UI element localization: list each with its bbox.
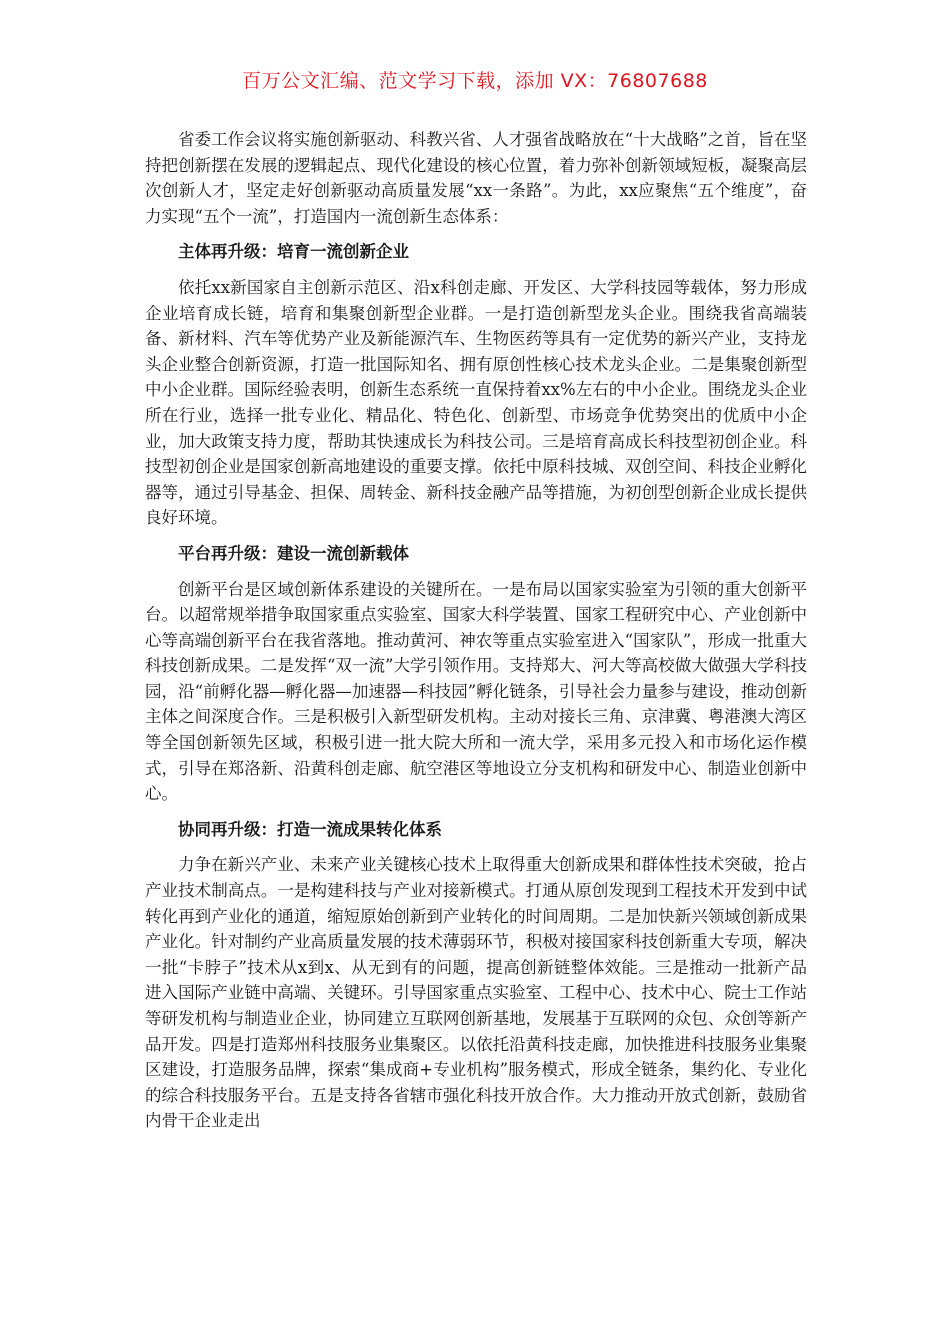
section-heading-subject: 主体再升级：培育一流创新企业 [178, 242, 409, 262]
watermark-banner: 百万公文汇编、范文学习下载，添加 VX：76807688 [242, 70, 708, 92]
section-paragraph-platform: 创新平台是区域创新体系建设的关键所在。一是布局以国家实验室为引领的重大创新平台。以超常规举措争取国家重点实验室、国家大科学装置、国家工程研究中心、产业创新中心等高端创新平台在我省落地。推动黄河、神农等重点实验室进入“国家队”，形成一批重大科技创新成果。二是发挥“双一流”大学引领作用。支持郑大、河大等高校做大做强大学科技园，沿“前孵化器—孵化器—加速器—科技园”孵化链条，引导社会力量参与建设，推动创新主体之间深度合作。三是积极引入新型研发机构。主动对接长三角、京津冀、粤港澳大湾区等全国创新领先区域，积极引进一批大院大所和一流大学，采用多元投入和市场化运作模式，引导在郑洛新、沿黄科创走廊、航空港区等地设立分支机构和研发中心、制造业创新中心。 [145, 579, 807, 804]
section-paragraph-collaboration: 力争在新兴产业、未来产业关键核心技术上取得重大创新成果和群体性技术突破，抢占产业技术制高点。一是构建科技与产业对接新模式。打通从原创发现到工程技术开发到中试转化再到产业化的通道，缩短原始创新到产业转化的时间周期。二是加快新兴领域创新成果产业化。针对制约产业高质量发展的技术薄弱环节，积极对接国家科技创新重大专项，解决一批“卡脖子”技术从x到x、从无到有的问题，提高创新链整体效能。三是推动一批新产品进入国际产业链中高端、关键环。引导国家重点实验室、工程中心、技术中心、院士工作站等研发机构与制造业企业，协同建立互联网创新基地，发展基于互联网的众包、众创等新产品开发。四是打造郑州科技服务业集聚区。以依托沿黄科技走廊，加快推进科技服务业集聚区建设，打造服务品牌，探索“集成商+专业机构”服务模式，形成全链条，集约化、专业化的综合科技服务平台。五是支持各省辖市强化科技开放合作。大力推动开放式创新，鼓励省内骨干企业走出 [145, 855, 807, 1131]
section-heading-platform: 平台再升级：建设一流创新载体 [178, 543, 409, 563]
intro-paragraph: 省委工作会议将实施创新驱动、科教兴省、人才强省战略放在“十大战略”之首，旨在坚持把创新摆在发展的逻辑起点、现代化建设的核心位置，着力弥补创新领域短板，凝聚高层次创新人才，坚定走好创新驱动高质量发展“xx一条路”。为此，xx应聚焦“五个维度”，奋力实现“五个一流”，打造国内一流创新生态体系： [145, 130, 807, 226]
document-body [145, 127, 807, 1134]
section-heading-collaboration: 协同再升级：打造一流成果转化体系 [178, 819, 442, 839]
section-paragraph-subject: 依托xx新国家自主创新示范区、沿x科创走廊、开发区、大学科技园等载体，努力形成企业培育成长链，培育和集聚创新型企业群。一是打造创新型龙头企业。围绕我省高端装备、新材料、汽车等优势产业及新能源汽车、生物医药等具有一定优势的新兴产业，支持龙头企业整合创新资源，打造一批国际知名、拥有原创性核心技术龙头企业。二是集聚创新型中小企业群。国际经验表明，创新生态系统一直保持着xx%左右的中小企业。围绕龙头企业所在行业，选择一批专业化、精品化、特色化、创新型、市场竞争优势突出的优质中小企业，加大政策支持力度，帮助其快速成长为科技公司。三是培育高成长科技型初创企业。科技型初创企业是国家创新高地建设的重要支撑。依托中原科技城、双创空间、科技企业孵化器等，通过引导基金、担保、周转金、新科技金融产品等措施，为初创型创新企业成长提供良好环境。 [145, 277, 807, 528]
